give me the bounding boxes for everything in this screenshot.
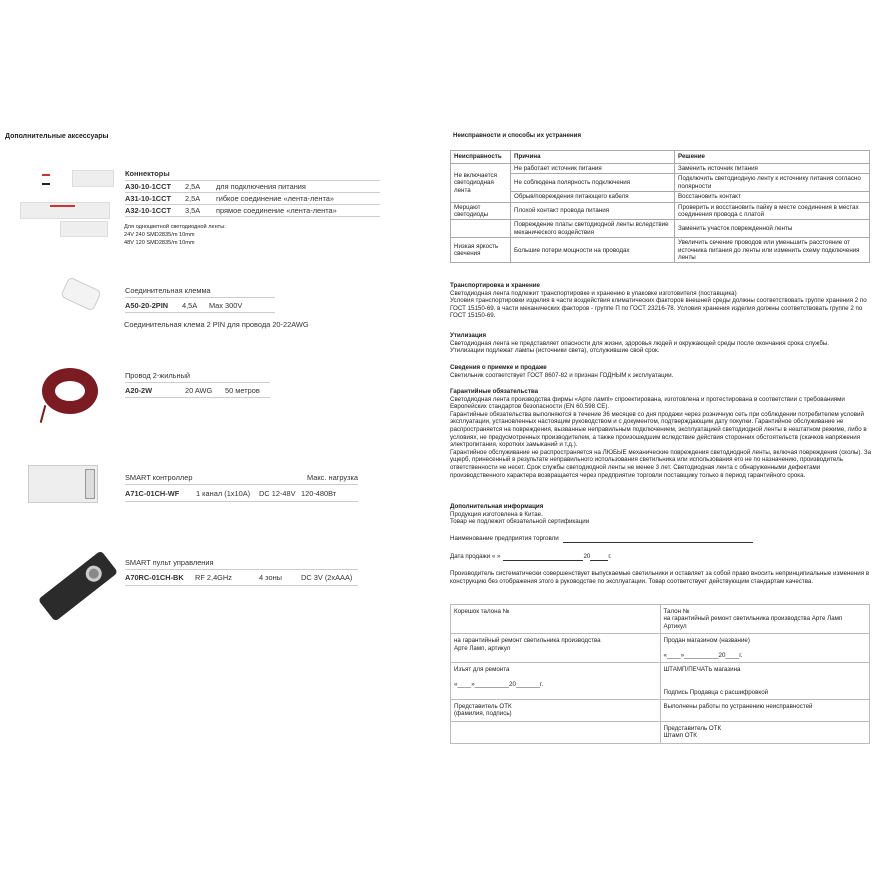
clamp-table: [125, 285, 275, 313]
max-load: 120-480Вт: [301, 489, 337, 498]
coupon-cell: ШТАМП/ПЕЧАТЬ магазина Подпись Продавца с расшифровкой: [660, 663, 870, 700]
fault-cell: [451, 220, 511, 238]
note-line: Для одноцветной светодиодной ленты:: [124, 224, 226, 230]
remote-table: [125, 557, 358, 586]
sale-date-line[interactable]: [503, 554, 583, 561]
cause-cell: Не соблюдена полярность подключения: [511, 174, 675, 192]
sale-date-field: [450, 553, 612, 561]
product-code: A32-10-1CCT: [125, 206, 172, 215]
connectors-note: [124, 224, 226, 247]
table-row: [125, 570, 358, 586]
coupon-cell: Представитель ОТК Штамп ОТК: [660, 721, 870, 743]
rf: RF 2,4GHz: [195, 573, 232, 582]
zones: 4 зоны: [259, 573, 282, 582]
trade-name-label: Наименование предприятия торговли: [450, 535, 559, 542]
connectors-table: [125, 168, 380, 217]
section-title: Гарантийные обязательства: [450, 388, 539, 395]
coupon-cell: Выполнены работы по устранению неисправностей: [660, 700, 870, 722]
note-line: 48V 120 SMD2835/m 10mm: [124, 239, 195, 246]
coupon-cell: Талон № на гарантийный ремонт светильника производства Арте Ламп Артикул: [660, 605, 870, 634]
remote-title: SMART пульт управления: [125, 557, 358, 570]
warranty-coupon-table: [450, 604, 870, 744]
note-line: 24V 240 SMD2835/m 10mm: [124, 231, 195, 238]
wire-table: [125, 370, 270, 398]
connectors-image: [10, 165, 110, 240]
warranty-section: [450, 388, 872, 479]
product-code: A70RC-01CH-BK: [125, 573, 184, 582]
trade-name-line[interactable]: [563, 536, 753, 543]
wire-end: [40, 405, 47, 423]
faults-table: [450, 150, 870, 263]
table-row: [451, 192, 870, 202]
product-code: A31-10-1CCT: [125, 194, 172, 203]
table-row: [451, 164, 870, 174]
table-row: [125, 205, 380, 217]
controller-header: [125, 472, 358, 485]
sale-year-line[interactable]: [590, 554, 608, 561]
fix-cell: Заменить источник питания: [675, 164, 870, 174]
description: гибкое соединение «лента-лента»: [216, 194, 335, 203]
fault-cell: Мерцают светодиоды: [451, 202, 511, 220]
paragraph: Светодиодная лента производства фирмы «Арте лампl» спроектирована, изготовлена и протестирована в соответствии с требованиями Европейских стандартов безопасности (EN 60.598 CE).: [450, 395, 845, 411]
fix-cell: Увеличить сечение проводов или уменьшить расстояние от источника питания до ленты или изменить схему подключения ленты: [675, 238, 870, 263]
channels: 1 канал (1x10A): [196, 489, 251, 498]
sale-date-label: Дата продажи « »: [450, 553, 501, 560]
paragraph: Светодиодная лента подлежит транспортировке и хранению в упаковке изготовителя (поставщика): [450, 289, 737, 297]
table-row: [451, 700, 870, 722]
paragraph: Продукция изготовлена в Китае.: [450, 510, 543, 518]
voltage: Max 300V: [209, 301, 243, 310]
fix-cell: Подключить светодиодную ленту к источнику питания согласно полярности: [675, 174, 870, 192]
controller-table: [125, 472, 358, 502]
table-row: [125, 485, 358, 502]
cause-cell: Обрыв/повреждения питающего кабеля: [511, 192, 675, 202]
cause-cell: Не работает источник питания: [511, 164, 675, 174]
description: прямое соединение «лента-лента»: [216, 206, 337, 215]
coupon-cell: Изъят для ремонта «____»__________20_______г.: [451, 663, 661, 700]
cause-cell: Плохой контакт провода питания: [511, 202, 675, 220]
controller-title: SMART контроллер: [125, 473, 193, 482]
coupon-cell: Представитель ОТК (фамилия, подпись): [451, 700, 661, 722]
table-row: [451, 220, 870, 238]
table-row: [451, 238, 870, 263]
fix-cell: Заменить участок поврежденной ленты: [675, 220, 870, 238]
sale-year: 20: [583, 553, 591, 560]
current: 4,5A: [182, 301, 198, 310]
transport-section: [450, 282, 872, 320]
column-header: Неисправность: [451, 151, 511, 164]
cause-cell: Большие потери мощности на проводах: [511, 238, 675, 263]
section-title: Дополнительная информация: [450, 503, 544, 510]
coupon-cell: Продан магазином (название) «____»__________20____г.: [660, 634, 870, 663]
gauge: 20 AWG: [185, 386, 213, 395]
product-code: A20-2W: [125, 386, 153, 395]
section-title: Утилизация: [450, 332, 487, 339]
paragraph: Утилизации подлежат лампы (источники света), отслужившие свой срок.: [450, 347, 660, 355]
product-code: A50-20-2PIN: [125, 301, 169, 310]
power: DC 3V (2xAAA): [301, 573, 353, 582]
section-title: Транспортировка и хранение: [450, 282, 540, 289]
paragraph: Гарантийное обслуживание не распространяется на ЛЮБЫЕ механические повреждения светодиодной ленты, включая повреждения (сколы). За ущерб, принесенный в результате неправильного использования светильника или использования его не по назначению, производитель ответственности не несет. Срок службы светодиодной ленты не менее 3 лет. Светодиодная лента с обнаруженными дефектами производственного характера возвращается через предприятие торговли поставщику только в период гарантийного срока.: [450, 448, 872, 479]
table-row: [125, 383, 270, 398]
fix-cell: Восстановить контакт: [675, 192, 870, 202]
table-row: [451, 605, 870, 634]
current: 2,5A: [185, 194, 201, 203]
coupon-cell: [451, 721, 661, 743]
table-row: [125, 181, 380, 193]
manufacturer-note: Производитель систематически совершенствует выпускаемые светильники и оставляет за собой право вносить непринципиальные изменения в конструкцию без отображения этого в руководстве по эксплуатации. Товар соответствует действующим стандартам качества.: [450, 570, 870, 585]
fix-cell: Проверить и восстановить пайку в месте соединения в местах соединения провода с платой: [675, 202, 870, 220]
fault-cell: Не включается светодиодная лента: [451, 164, 511, 203]
clamp-image: [60, 276, 102, 311]
coupon-cell: Корешок талона №: [451, 605, 661, 634]
wire-image: [42, 368, 98, 414]
paragraph: Гарантийные обязательства выполняются в течение 36 месяцев со дня продажи через розничную сеть при соблюдении потребителем условий эксплуатации, установленных настоящим руководством и с документом, подтверждающим дату покупки. Гарантийное обслуживание не распространяется на повреждения, вызванные неправильным подключением, эксплуатацией светодиодной ленты в нештатном режиме, либо в условиях, не предусмотренных производителем, а также произошедшим вследствие действия сторонних обстоятельств (скачков напряжения электропитания, коротких замыканий и т.д.).: [450, 410, 867, 449]
disposal-section: [450, 332, 872, 355]
controller-image: [28, 465, 98, 503]
cause-cell: Повреждение платы светодиодной ленты вследствие механического воздействия: [511, 220, 675, 238]
faults-title: Неисправности и способы их устранения: [453, 132, 582, 139]
coupon-cell: на гарантийный ремонт светильника производства Арте Ламп, артикул: [451, 634, 661, 663]
paragraph: Товар не подлежит обязательной сертификации: [450, 518, 590, 526]
product-code: A71C-01CH-WF: [125, 489, 180, 498]
paragraph: Условия транспортировки изделия в части воздействия климатических факторов внешней среды должны соответствовать группе хранения 2 по ГОСТ 15150-69. в части механических факторов - группе П по ГОСТ 23216-78. Условия хранения изделия должны соответствовать группе 2 по ГОСТ 15150-69.: [450, 297, 867, 320]
length: 50 метров: [225, 386, 260, 395]
voltage: DC 12-48V: [259, 489, 296, 498]
column-header: Причина: [511, 151, 675, 164]
table-row: [451, 634, 870, 663]
trade-name-field: [450, 535, 753, 543]
connectors-title: Коннекторы: [125, 168, 380, 181]
paragraph: Светодиодная лента не представляет опасности для жизни, здоровья людей и окружающей среды после окончания срока службы.: [450, 339, 830, 347]
clamp-title: Соединительная клемма: [125, 285, 275, 298]
section-title: Сведения о приемке и продаже: [450, 364, 547, 371]
current: 3,5A: [185, 206, 201, 215]
wire-title: Провод 2-жильный: [125, 370, 270, 383]
table-row: [451, 202, 870, 220]
accessories-title: Дополнительные аксессуары: [5, 133, 109, 140]
clamp-description: Соединительная клема 2 PIN для провода 20-22AWG: [124, 320, 309, 329]
table-row: [451, 721, 870, 743]
table-row: [125, 298, 275, 313]
product-code: A30-10-1CCT: [125, 182, 172, 191]
table-row: [451, 663, 870, 700]
sale-date-suffix: г.: [608, 553, 612, 560]
paragraph: Светильник соответствует ГОСТ 8607-82 и признан ГОДНЫМ к эксплуатации.: [450, 371, 674, 379]
remote-image: [38, 550, 118, 621]
column-header: Решение: [675, 151, 870, 164]
current: 2,5A: [185, 182, 201, 191]
additional-section: [450, 503, 872, 526]
max-load-label: Макс. нагрузка: [307, 473, 358, 482]
table-row: [451, 174, 870, 192]
fault-cell: Низкая яркость свечения: [451, 238, 511, 263]
table-row: [125, 193, 380, 205]
description: для подключения питания: [216, 182, 306, 191]
acceptance-section: [450, 364, 872, 379]
